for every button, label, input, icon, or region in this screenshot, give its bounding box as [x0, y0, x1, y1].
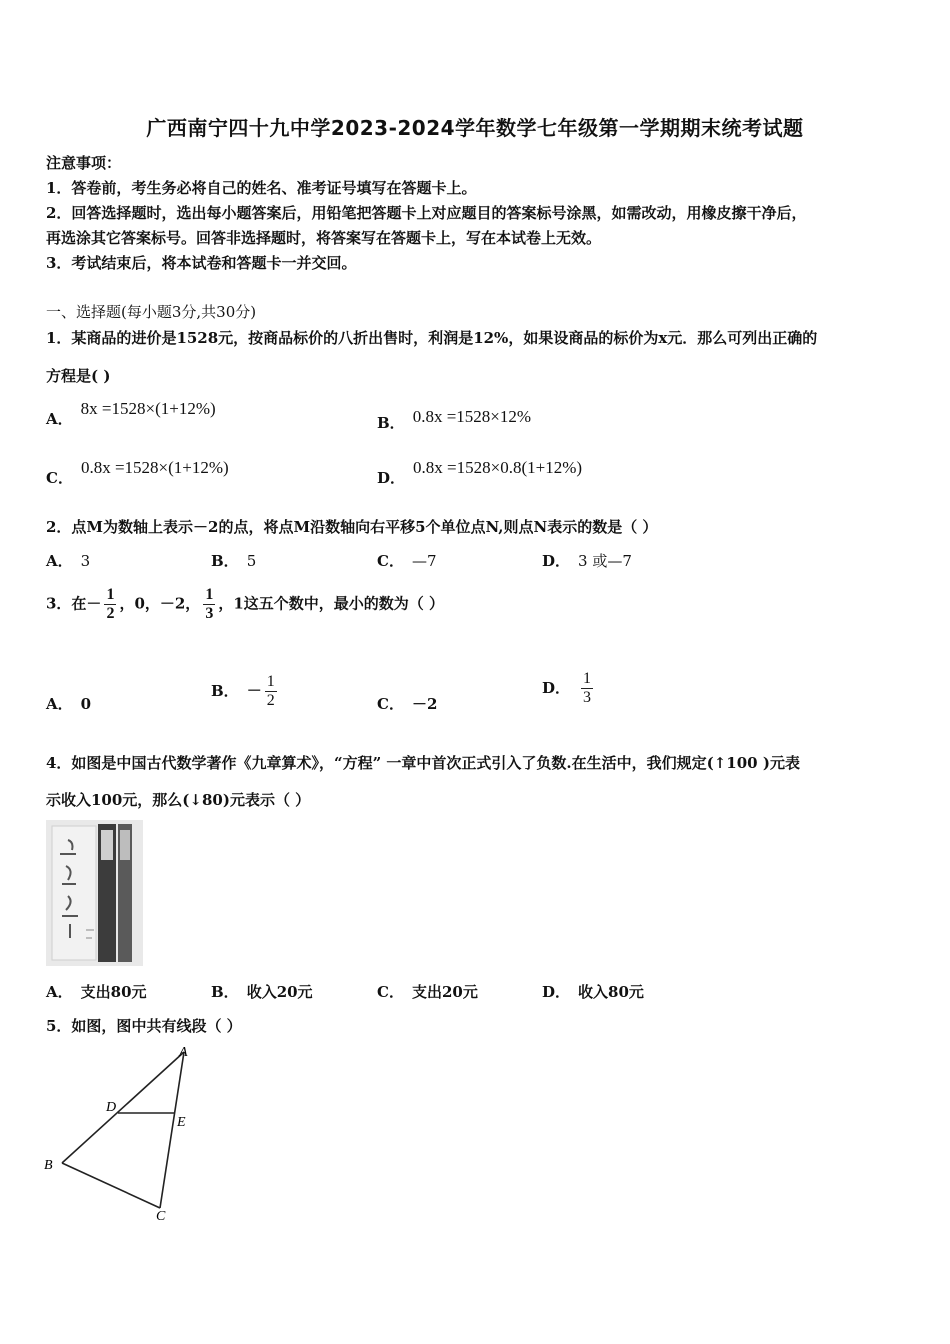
option-expression: 0.8x =1528×12% [412, 407, 532, 426]
option-d[interactable] [542, 981, 644, 1002]
option-label: C． [377, 695, 404, 713]
option-label: A． [46, 695, 73, 713]
label-a: A [179, 1045, 188, 1060]
option-value: 收入80元 [578, 983, 644, 1001]
fraction [203, 586, 215, 623]
option-value: —7 [411, 552, 437, 570]
segment-bc [62, 1163, 160, 1208]
option-d[interactable] [542, 670, 596, 707]
option-label: B． [211, 983, 239, 1001]
notice-item: 2．回答选择题时，选出每小题答案后，用铅笔把答题卡上对应题目的答案标号涂黑，如需改动，用橡皮擦干净后， [46, 204, 807, 222]
q3-middle: ，0，－2， [119, 594, 201, 613]
option-label: A． [46, 552, 73, 570]
fraction [581, 670, 593, 707]
question-4-text: 4．如图是中国古代数学著作《九章算术》，“方程” 一章中首次正式引入了负数.在生活中，我们规定(↑100 )元表 [46, 754, 800, 772]
question-3-text [46, 586, 444, 623]
fraction-denominator: 2 [106, 605, 115, 622]
label-c: C [156, 1209, 166, 1224]
section-heading: 一、选择题(每小题3分,共30分) [46, 303, 257, 321]
option-expression: 8x =1528×(1+12%) [80, 399, 216, 418]
option-a[interactable] [46, 981, 147, 1002]
fraction-numerator: 1 [583, 670, 592, 687]
fraction-denominator: 2 [266, 692, 275, 709]
page-title: 广西南宁四十九中学2023-2024学年数学七年级第一学期期末统考试题 [146, 116, 804, 140]
option-label: C． [377, 983, 404, 1001]
segment-ab [62, 1052, 184, 1163]
jiuzhang-suanshu-book-image [46, 820, 143, 966]
option-label: B． [211, 552, 239, 570]
option-label: A． [46, 410, 73, 428]
fraction-numerator: 1 [266, 673, 275, 690]
option-label: D． [542, 678, 571, 697]
fraction-numerator: 1 [205, 586, 214, 603]
option-label: C． [46, 469, 73, 487]
label-e: E [177, 1115, 186, 1130]
option-c[interactable] [377, 981, 478, 1002]
label-b: B [44, 1158, 53, 1173]
question-5-text: 5．如图，图中共有线段（ ） [46, 1017, 242, 1035]
q3-prefix: 3．在－ [46, 594, 102, 613]
option-value: 3 或—7 [578, 552, 632, 570]
option-b[interactable] [211, 673, 280, 710]
option-d[interactable] [542, 550, 632, 571]
question-4-text-cont: 示收入100元，那么(↓80)元表示（ ） [46, 791, 311, 809]
option-a[interactable] [46, 693, 91, 714]
option-label: C． [377, 552, 404, 570]
option-value: 5 [246, 552, 257, 570]
option-c[interactable] [377, 693, 437, 714]
q3-suffix: ，1这五个数中，最小的数为（ ） [218, 594, 444, 613]
option-value: 支出20元 [411, 983, 478, 1001]
notice-item: 3．考试结束后，将本试卷和答题卡一并交回。 [46, 254, 357, 272]
option-b[interactable] [211, 550, 256, 571]
option-label: B． [377, 414, 405, 432]
segment-ac [160, 1052, 184, 1208]
option-d[interactable] [377, 457, 583, 487]
option-sign: － [246, 681, 262, 700]
option-b[interactable] [377, 406, 532, 432]
option-value: 0 [80, 695, 92, 713]
option-c[interactable] [46, 457, 229, 487]
book-photo [46, 820, 143, 966]
option-value: 收入20元 [246, 983, 313, 1001]
option-a[interactable] [46, 398, 216, 428]
option-a[interactable] [46, 550, 90, 571]
question-2-text: 2．点M为数轴上表示－2的点，将点M沿数轴向右平移5个单位点N,则点N表示的数是（ ） [46, 518, 658, 536]
question-1-text: 1．某商品的进价是1528元，按商品标价的八折出售时，利润是12%，如果设商品的标价为x元．那么可列出正确的 [46, 329, 818, 347]
option-expression: 0.8x =1528×0.8(1+12%) [413, 458, 583, 477]
fraction [265, 673, 277, 710]
option-c[interactable] [377, 550, 437, 571]
fraction [104, 586, 116, 623]
option-value: －2 [411, 695, 438, 713]
option-b[interactable] [211, 981, 313, 1002]
option-label: D． [377, 469, 406, 487]
notice-item: 再选涂其它答案标号。回答非选择题时，将答案写在答题卡上，写在本试卷上无效。 [46, 229, 602, 247]
option-value: 3 [80, 552, 91, 570]
option-expression: 0.8x =1528×(1+12%) [80, 458, 229, 477]
question-1-text-cont: 方程是( ) [46, 367, 111, 385]
segment-figure [40, 1040, 200, 1225]
fraction-denominator: 3 [583, 689, 592, 706]
option-label: D． [542, 983, 571, 1001]
option-label: A． [46, 983, 73, 1001]
option-value: 支出80元 [80, 983, 147, 1001]
fraction-denominator: 3 [205, 605, 214, 622]
notice-heading: 注意事项： [46, 154, 122, 172]
fraction-numerator: 1 [106, 586, 115, 603]
label-d: D [106, 1100, 117, 1115]
option-label: D． [542, 552, 571, 570]
option-label: B． [211, 681, 239, 700]
notice-item: 1．答卷前，考生务必将自己的姓名、准考证号填写在答题卡上。 [46, 179, 477, 197]
